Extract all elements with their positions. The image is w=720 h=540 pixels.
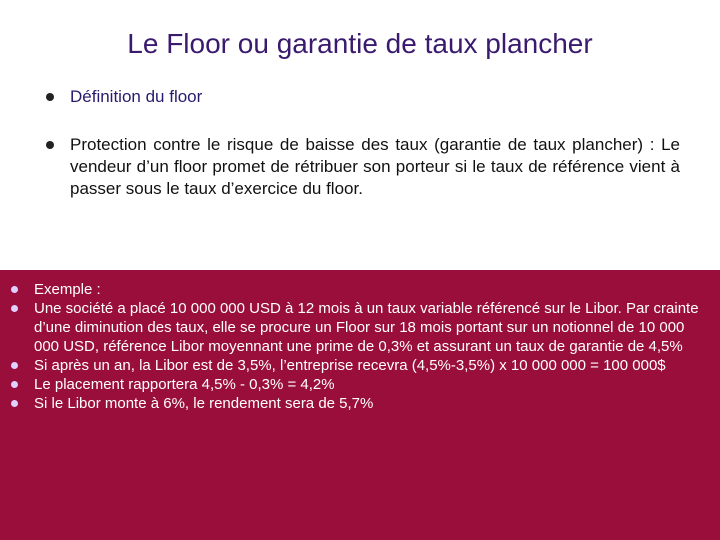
- bullet-dot-icon: [11, 400, 18, 407]
- bullet-text: Si après un an, la Libor est de 3,5%, l’entreprise recevra (4,5%-3,5%) x 10 000 000 = 100 000$: [34, 357, 666, 374]
- bullet-protection: [40, 134, 680, 200]
- bullet-text: Si le Libor monte à 6%, le rendement sera de 5,7%: [34, 395, 374, 412]
- bullet-example-return: [10, 375, 710, 394]
- bullet-text: Exemple :: [34, 281, 101, 298]
- bullet-example-heading: [10, 280, 710, 299]
- bullet-dot-icon: [11, 381, 18, 388]
- bullet-dot-icon: [11, 286, 18, 293]
- bullet-text: Définition du floor: [70, 87, 203, 106]
- bullet-dot-icon: [11, 362, 18, 369]
- top-bullet-list: [40, 86, 680, 200]
- bullet-example-year-one: [10, 356, 710, 375]
- bullet-text: Une société a placé 10 000 000 USD à 12 mois à un taux variable référencé sur le Libor. Par crainte d’une diminution des taux, elle se procure un Floor sur 18 mois portant sur un notionnel de 10 000 000 USD, référence Libor moyennant une prime de 0,3% et assurant un taux de garantie de 4,5%: [34, 300, 699, 355]
- bullet-example-libor-rise: [10, 394, 710, 413]
- bullet-definition: [40, 86, 680, 108]
- bullet-text: Le placement rapportera 4,5% - 0,3% = 4,2%: [34, 376, 335, 393]
- bullet-text: Protection contre le risque de baisse des taux (garantie de taux plancher) : Le vendeur d’un floor promet de rétribuer son porteur si le taux de référence vient à passer sous le taux d’exercice du floor.: [70, 135, 680, 198]
- bullet-dot-icon: [11, 305, 18, 312]
- slide-title: Le Floor ou garantie de taux plancher: [127, 28, 593, 59]
- example-bullet-list: [10, 280, 710, 413]
- bullet-dot-icon: [46, 93, 54, 101]
- bullet-dot-icon: [46, 141, 54, 149]
- bullet-example-description: [10, 299, 710, 356]
